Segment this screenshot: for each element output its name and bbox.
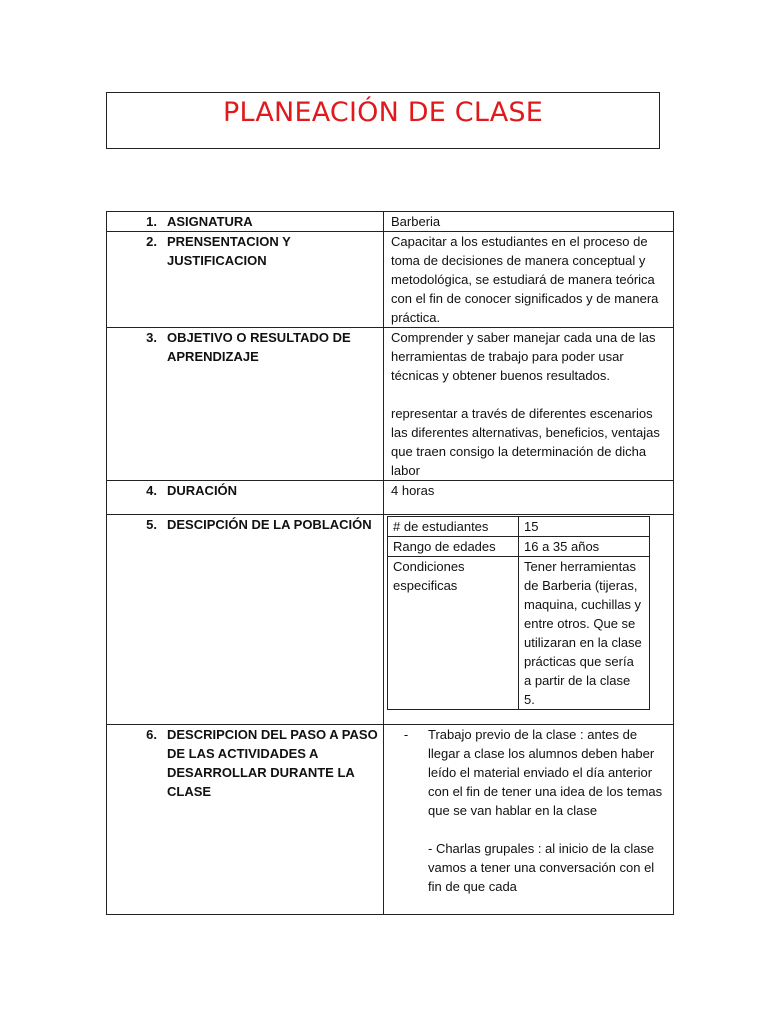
item-label: DURACIÓN xyxy=(167,483,238,498)
value-cell xyxy=(384,725,674,915)
item-label: ASIGNATURA xyxy=(167,214,253,229)
population-value: 16 a 35 años xyxy=(519,537,650,557)
label-cell xyxy=(107,232,384,328)
objective-paragraph-2: representar a través de diferentes escenarios las diferentes alternativas, beneficios, ventajas que traen consigo la determinación de dicha labor xyxy=(391,406,660,478)
step-2-text: - Charlas grupales : al inicio de la clase vamos a tener una conversación con el fin de que cada xyxy=(428,841,655,894)
table-row xyxy=(388,517,650,537)
population-value: Tener herramientas de Barberia (tijeras, maquina, cuchillas y entre otros. Que se utilizaran en la clase prácticas que sería a partir de la clase 5. xyxy=(519,557,650,710)
title-box xyxy=(106,92,660,149)
class-plan-table xyxy=(106,211,674,915)
label-cell xyxy=(107,328,384,481)
objective-paragraph-1: Comprender y saber manejar cada una de las herramientas de trabajo para poder usar técnicas y obtener buenos resultados. xyxy=(391,330,656,383)
step-1-text: Trabajo previo de la clase : antes de llegar a clase los alumnos deben haber leído el material enviado el día anterior con el fin de tener una idea de los temas que se van hablar en la clase xyxy=(428,727,663,818)
subject-value: Barberia xyxy=(391,214,441,229)
table-row xyxy=(388,557,650,710)
value-cell xyxy=(384,212,674,232)
item-label: OBJETIVO O RESULTADO DE APRENDIZAJE xyxy=(167,330,351,364)
table-row xyxy=(107,232,674,328)
table-row xyxy=(107,481,674,515)
population-key: # de estudiantes xyxy=(388,517,519,537)
label-cell xyxy=(107,725,384,915)
population-value: 15 xyxy=(519,517,650,537)
justification-value: Capacitar a los estudiantes en el proceso de toma de decisiones de manera conceptual y metodológica, se estudiará de manera teórica con el fin de conocer significados y de manera práctica. xyxy=(391,234,659,325)
value-cell xyxy=(384,232,674,328)
population-key: Condiciones especificas xyxy=(388,557,519,710)
item-label: DESCIPCIÓN DE LA POBLACIÓN xyxy=(167,517,372,532)
label-cell xyxy=(107,212,384,232)
item-number: 2. xyxy=(146,234,157,249)
list-item xyxy=(384,725,673,896)
item-number: 5. xyxy=(146,517,157,532)
page-title: PLANEACIÓN DE CLASE xyxy=(223,97,543,128)
item-number: 1. xyxy=(146,214,157,229)
population-key: Rango de edades xyxy=(388,537,519,557)
item-label: DESCRIPCION DEL PASO A PASO DE LAS ACTIVIDADES A DESARROLLAR DURANTE LA CLASE xyxy=(167,727,378,799)
item-number: 4. xyxy=(146,483,157,498)
table-row xyxy=(107,212,674,232)
table-row xyxy=(388,537,650,557)
item-label: PRENSENTACION Y JUSTIFICACION xyxy=(167,234,291,268)
label-cell xyxy=(107,515,384,725)
value-cell xyxy=(384,328,674,481)
item-number: 3. xyxy=(146,330,157,345)
label-cell xyxy=(107,481,384,515)
value-cell xyxy=(384,515,674,725)
population-table xyxy=(387,516,650,710)
bullet-dash: - xyxy=(403,727,409,742)
table-row xyxy=(107,515,674,725)
table-row xyxy=(107,725,674,915)
item-number: 6. xyxy=(146,727,157,742)
table-row xyxy=(107,328,674,481)
duration-value: 4 horas xyxy=(391,483,435,498)
value-cell xyxy=(384,481,674,515)
